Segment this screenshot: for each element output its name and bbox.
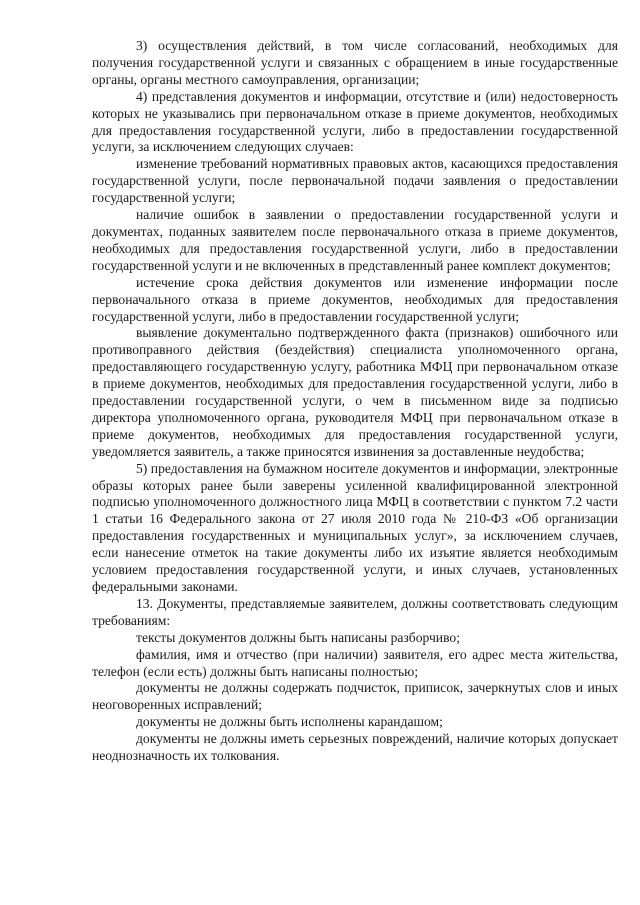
document-page bbox=[92, 38, 618, 765]
paragraph-section-13: 13. Документы, представляемые заявителем, должны соответствовать следующим требованиям: bbox=[92, 595, 618, 628]
paragraph-req-legible: тексты документов должны быть написаны разборчиво; bbox=[136, 629, 460, 645]
paragraph-exception-expiry: истечение срока действия документов или изменение информации после первоначального отказа в приеме документов, необходимых для предоставления государственной услуги, либо в предоставлении государственной услуги; bbox=[92, 274, 618, 324]
paragraph-req-full-name: фамилия, имя и отчество (при наличии) заявителя, его адрес места жительства, телефон (если есть) должны быть написаны полностью; bbox=[92, 646, 618, 679]
paragraph-req-no-erasures: документы не должны содержать подчисток, приписок, зачеркнутых слов и иных неоговоренных исправлений; bbox=[92, 680, 618, 713]
paragraph-exception-misconduct: выявление документально подтвержденного факта (признаков) ошибочного или противоправного действия (бездействия) специалиста уполномоченного органа, предоставляющего государственную услугу, работника МФЦ при первоначальном отказе в приеме документов, необходимых для предоставления государственной услуги, либо в предоставлении государственной услуги, о чем в письменном виде за подписью директора уполномоченного органа, руководителя МФЦ при первоначальном отказе в приеме документов, необходимых для предоставления государственной услуги, уведомляется заявитель, а также приносятся извинения за доставленные неудобства; bbox=[92, 325, 618, 459]
paragraph-item-4: 4) представления документов и информации, отсутствие и (или) недостоверность которых не указывались при первоначальном отказе в приеме документов, необходимых для предоставления государственной услуги, либо в предоставлении государственной услуги, за исключением следующих случаев: bbox=[92, 88, 618, 155]
paragraph-exception-errors: наличие ошибок в заявлении о предоставлении государственной услуги и документах, поданных заявителем после первоначального отказа в приеме документов, необходимых для предоставления государственной услуги, либо в предоставлении государственной услуги и не включенных в представленный ранее комплект документов; bbox=[92, 207, 618, 273]
paragraph-exception-legal-change: изменение требований нормативных правовых актов, касающихся предоставления государственной услуги, после первоначальной подачи заявления о предоставлении государственной услуги; bbox=[92, 156, 618, 206]
paragraph-item-3: 3) осуществления действий, в том числе согласований, необходимых для получения государственной услуги и связанных с обращением в иные государственные органы, органы местного самоуправления, организации; bbox=[92, 38, 618, 87]
paragraph-req-no-pencil: документы не должны быть исполнены карандашом; bbox=[136, 714, 443, 730]
paragraph-req-no-damage: документы не должны иметь серьезных повреждений, наличие которых допускает неоднозначность их толкования. bbox=[92, 731, 618, 764]
paragraph-item-5: 5) предоставления на бумажном носителе документов и информации, электронные образы которых ранее были заверены усиленной квалифицированной электронной подписью уполномоченного должностного лица МФЦ в соответствии с пунктом 7.2 части 1 статьи 16 Федерального закона от 27 июля 2010 года № 210-ФЗ «Об организации предоставления государственных и муниципальных услуг», за исключением случаев, если нанесение отметок на такие документы либо их изъятие является необходимым условием предоставления государственной услуги, и иных случаев, установленных федеральными законами. bbox=[92, 460, 618, 594]
